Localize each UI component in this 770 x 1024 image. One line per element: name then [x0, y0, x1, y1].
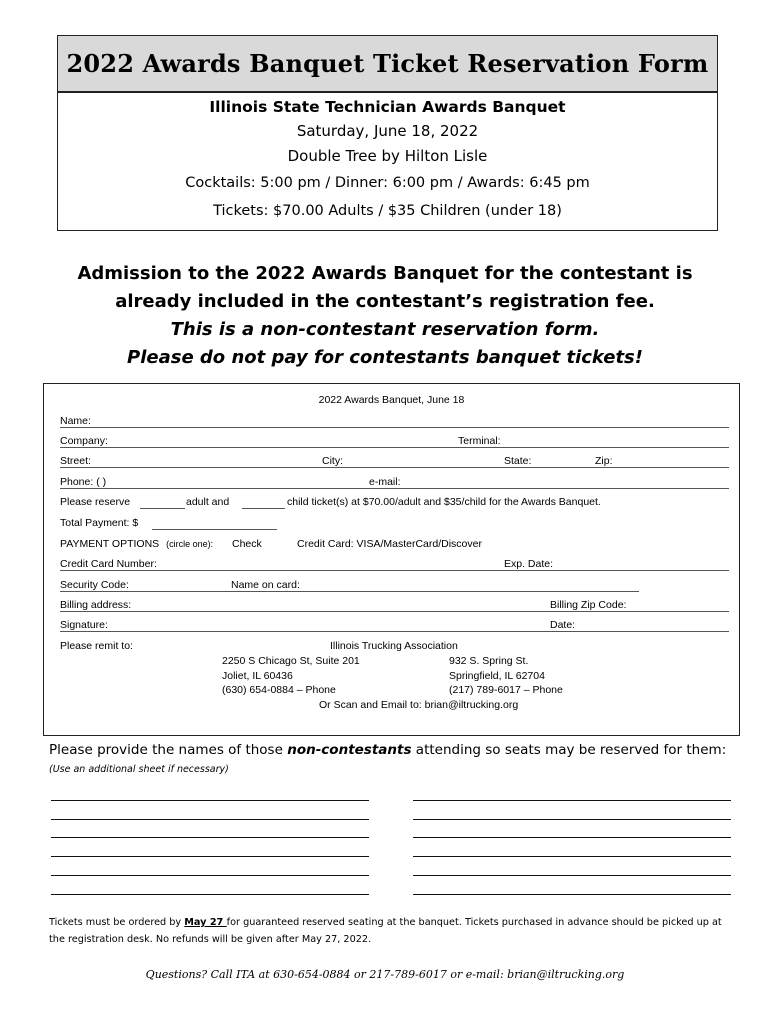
notice-line-1: Admission to the 2022 Awards Banquet for the contestant is [77, 263, 693, 284]
security-code-field[interactable] [60, 591, 231, 592]
names-note: (Use an additional sheet if necessary) [49, 764, 229, 775]
street-field[interactable] [60, 467, 322, 468]
security-code-label: Security Code: [60, 579, 129, 591]
names-intro-text-end: attending so seats may be reserved for them: [411, 742, 727, 758]
phone-field[interactable] [60, 488, 369, 489]
exp-date-field[interactable] [504, 570, 729, 571]
notice-line-4: Please do not pay for contestants banquet tickets! [127, 347, 643, 368]
signature-label: Signature: [60, 619, 108, 631]
terminal-label: Terminal: [458, 435, 501, 447]
attendee-name-line[interactable] [413, 894, 731, 895]
payment-options [60, 538, 213, 550]
name-label: Name: [60, 415, 91, 427]
street-label: Street: [60, 455, 91, 467]
notice-line-2: already included in the contestant’s registration fee. [115, 291, 655, 312]
child-count-field[interactable] [242, 508, 285, 509]
attendee-name-line[interactable] [413, 819, 731, 820]
event-subtitle: Illinois State Technician Awards Banquet [209, 98, 566, 116]
remit-label: Please remit to: [60, 640, 133, 652]
city-label: City: [322, 455, 343, 467]
names-intro-text: Please provide the names of those [49, 742, 288, 758]
email-field[interactable] [369, 488, 729, 489]
company-field[interactable] [60, 447, 458, 448]
credit-card-option[interactable]: Credit Card: VISA/MasterCard/Discover [297, 538, 482, 550]
attendee-name-line[interactable] [413, 837, 731, 838]
attendee-name-line[interactable] [413, 800, 731, 801]
attendee-name-line[interactable] [51, 819, 369, 820]
attendee-name-line[interactable] [413, 875, 731, 876]
date-field[interactable] [550, 631, 729, 632]
billing-address-label: Billing address: [60, 599, 132, 611]
name-on-card-field[interactable] [231, 591, 639, 592]
scan-email-text: Or Scan and Email to: brian@iltrucking.org [319, 699, 519, 711]
page-title: 2022 Awards Banquet Ticket Reservation Form [66, 49, 709, 78]
reservation-form [43, 383, 740, 736]
adult-count-field[interactable] [140, 508, 185, 509]
title-band [58, 36, 717, 93]
state-label: State: [504, 455, 532, 467]
attendee-name-line[interactable] [51, 894, 369, 895]
cc-number-label: Credit Card Number: [60, 558, 157, 570]
phone-label: Phone: ( ) [60, 476, 107, 488]
attendee-name-line[interactable] [51, 856, 369, 857]
cc-number-field[interactable] [60, 570, 504, 571]
joliet-address-1: 2250 S Chicago St, Suite 201 [222, 655, 360, 667]
joliet-address-2: Joliet, IL 60436 [222, 670, 293, 682]
notice-line-3: This is a non-contestant reservation form. [170, 319, 600, 340]
springfield-address-2: Springfield, IL 62704 [449, 670, 545, 682]
signature-field[interactable] [60, 631, 550, 632]
email-label: e-mail: [369, 476, 401, 488]
names-intro-emphasis: non-contestants [287, 742, 412, 758]
event-venue: Double Tree by Hilton Lisle [287, 147, 488, 165]
springfield-phone: (217) 789-6017 – Phone [449, 684, 563, 696]
child-ticket-text: child ticket(s) at $70.00/adult and $35/child for the Awards Banquet. [287, 496, 601, 508]
attendee-name-line[interactable] [413, 856, 731, 857]
names-intro [49, 742, 726, 758]
name-field[interactable] [60, 427, 729, 428]
zip-label: Zip: [595, 455, 613, 467]
ordering-note [49, 914, 729, 948]
total-payment-field[interactable] [152, 529, 277, 530]
questions-contact: Questions? Call ITA at 630-654-0884 or 217-789-6017 or e-mail: brian@iltrucking.org [145, 968, 625, 981]
event-times: Cocktails: 5:00 pm / Dinner: 6:00 pm / Awards: 6:45 pm [185, 175, 590, 191]
form-heading: 2022 Awards Banquet, June 18 [318, 394, 465, 406]
payment-options-label: PAYMENT OPTIONS [60, 538, 160, 550]
billing-zip-label: Billing Zip Code: [550, 599, 627, 611]
joliet-phone: (630) 654-0884 – Phone [222, 684, 336, 696]
ordering-note-text-end: for guaranteed reserved seating at the banquet. Tickets purchased in advance should be picked up at the registration desk. No refunds will be given after May 27, 2022. [49, 917, 722, 945]
zip-field[interactable] [595, 467, 729, 468]
ticket-prices: Tickets: $70.00 Adults / $35 Children (under 18) [213, 203, 562, 219]
ordering-note-text: Tickets must be ordered by [49, 917, 185, 928]
check-option[interactable]: Check [232, 538, 262, 550]
billing-zip-field[interactable] [550, 611, 729, 612]
order-deadline: May 27 [184, 917, 227, 928]
terminal-field[interactable] [458, 447, 729, 448]
adult-label: adult and [186, 496, 230, 508]
header-box [57, 35, 718, 231]
attendee-name-line[interactable] [51, 837, 369, 838]
company-label: Company: [60, 435, 108, 447]
city-field[interactable] [322, 467, 504, 468]
state-field[interactable] [504, 467, 595, 468]
attendee-name-line[interactable] [51, 800, 369, 801]
springfield-address-1: 932 S. Spring St. [449, 655, 529, 667]
billing-address-field[interactable] [60, 611, 550, 612]
circle-one-hint: (circle one): [166, 539, 214, 549]
reserve-label: Please reserve [60, 496, 131, 508]
name-on-card-label: Name on card: [231, 579, 300, 591]
date-label: Date: [550, 619, 576, 631]
exp-date-label: Exp. Date: [504, 558, 554, 570]
event-date: Saturday, June 18, 2022 [296, 122, 479, 140]
attendee-name-line[interactable] [51, 875, 369, 876]
org-name: Illinois Trucking Association [330, 640, 458, 652]
total-payment-label: Total Payment: $ [60, 517, 139, 529]
